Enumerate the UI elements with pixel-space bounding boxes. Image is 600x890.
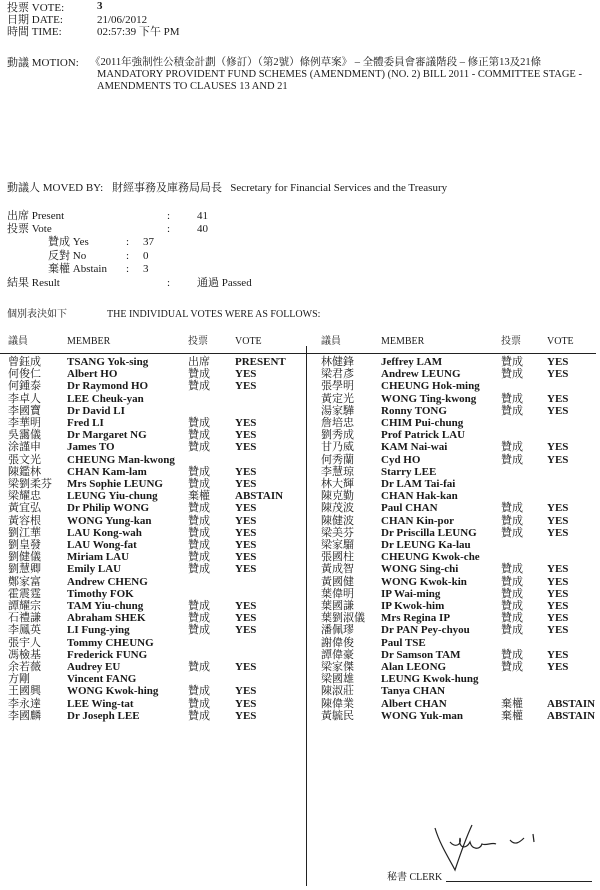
header-vote-cn: 投票 [501, 336, 521, 347]
member-name-cn: 劉秀成 [321, 429, 354, 442]
vote-cn: 贊成 [188, 709, 210, 722]
vote-cn: 贊成 [188, 502, 210, 515]
member-name: LAU Wong-fat [67, 539, 137, 551]
vote-cn: 贊成 [188, 551, 210, 564]
vote-cn: 贊成 [188, 465, 210, 478]
member-name-cn: 梁耀忠 [8, 490, 41, 503]
vote-value: PRESENT [235, 356, 286, 368]
vote-cn: 贊成 [501, 624, 523, 637]
header-member-cn: 議員 [321, 336, 341, 347]
member-name: IP Wai-ming [381, 587, 441, 600]
colon: : [167, 223, 171, 235]
member-name-cn: 梁美芬 [321, 526, 354, 539]
vote-value: YES [235, 539, 257, 551]
header-rule [0, 353, 596, 354]
vote-cn: 棄權 [501, 709, 523, 722]
member-name-cn: 陳偉業 [321, 697, 354, 710]
colon: : [126, 263, 130, 275]
member-name: Abraham SHEK [67, 612, 146, 625]
vote-value: YES [547, 356, 569, 368]
vote-value: YES [547, 502, 569, 515]
member-name-cn: 何鍾泰 [8, 380, 41, 393]
member-name: Vincent FANG [67, 673, 137, 686]
member-name: CHAN Kin-por [381, 514, 455, 527]
member-name: Alan LEONG [381, 661, 447, 673]
member-name-cn: 梁君彥 [321, 368, 354, 381]
member-name-cn: 葉劉淑儀 [321, 612, 365, 625]
vote-value: ABSTAIN [235, 490, 284, 503]
member-name-cn: 劉健儀 [8, 551, 41, 564]
vote-value: YES [235, 514, 257, 527]
header-member: MEMBER [67, 336, 111, 347]
vote-cn: 贊成 [501, 441, 523, 454]
vote-value: ABSTAIN [547, 697, 596, 710]
member-name: KAM Nai-wai [381, 441, 448, 454]
colon: : [126, 250, 130, 262]
vote-cn: 贊成 [188, 368, 210, 381]
member-name: Dr Joseph LEE [67, 709, 140, 722]
vote-value: YES [235, 600, 257, 612]
vote-cn: 贊成 [501, 368, 523, 381]
member-name: WONG Yung-kan [67, 514, 152, 527]
member-name-cn: 李永達 [8, 697, 41, 710]
vote-value: YES [547, 526, 569, 539]
member-name-cn: 林大輝 [321, 478, 354, 490]
member-name-cn: 葉國謙 [321, 600, 354, 612]
member-name: Albert CHAN [381, 697, 447, 710]
member-name: Dr Samson TAM [381, 648, 461, 661]
member-name: Mrs Sophie LEUNG [67, 478, 163, 490]
vote-value: YES [547, 648, 569, 661]
vote-cn: 贊成 [188, 441, 210, 454]
member-name: WONG Sing-chi [381, 563, 459, 576]
vote-value: YES [235, 478, 257, 490]
member-name: Timothy FOK [67, 587, 134, 600]
vote-number: 3 [97, 0, 103, 12]
header-vote: VOTE [547, 336, 574, 347]
vote-value: YES [547, 453, 569, 466]
member-name: CHEUNG Man-kwong [67, 453, 175, 466]
member-name: WONG Yuk-man [381, 709, 464, 722]
member-name-cn: 張學明 [321, 380, 354, 393]
member-name-cn: 黃容根 [8, 514, 41, 527]
member-name: Dr Philip WONG [67, 502, 150, 515]
member-name: Mrs Regina IP [381, 612, 451, 625]
member-name-cn: 梁國雄 [321, 673, 354, 686]
motion-title-en-cont: AMENDMENTS TO CLAUSES 13 AND 21 [97, 81, 288, 92]
member-name-cn: 黃定光 [321, 392, 354, 405]
member-name-cn: 黃宜弘 [8, 502, 41, 515]
member-name-cn: 霍震霆 [8, 587, 41, 600]
member-name: Dr LEUNG Ka-lau [381, 539, 471, 551]
vote-value: YES [235, 417, 257, 429]
vote-cn: 贊成 [501, 502, 523, 515]
vote-cn: 贊成 [501, 648, 523, 661]
vote-value: YES [547, 441, 569, 454]
vote-cn: 贊成 [188, 417, 210, 429]
vote-cn: 贊成 [188, 661, 210, 673]
member-name: Dr LAM Tai-fai [381, 478, 456, 490]
no-value: 0 [143, 250, 149, 262]
member-name-cn: 張國柱 [321, 551, 354, 564]
member-name-cn: 甘乃威 [321, 441, 354, 454]
member-name: Cyd HO [381, 453, 421, 466]
member-name: LEE Wing-tat [67, 697, 134, 710]
vote-value: YES [547, 368, 569, 381]
member-name-cn: 李卓人 [8, 392, 41, 405]
member-name-cn: 劉江華 [8, 526, 41, 539]
vote-cn: 贊成 [188, 539, 210, 551]
colon: : [126, 236, 130, 248]
member-name-cn: 陳克勤 [321, 490, 354, 503]
date-label: 日期 DATE: [7, 14, 63, 26]
member-name-cn: 葉偉明 [321, 587, 354, 600]
column-divider [306, 346, 307, 886]
member-name-cn: 陳淑莊 [321, 685, 354, 698]
vote-value: YES [547, 612, 569, 625]
motion-title-en: MANDATORY PROVIDENT FUND SCHEMES (AMENDMENT) (NO. 2) BILL 2011 - COMMITTEE STAGE - [97, 69, 582, 80]
member-name-cn: 曾鈺成 [8, 356, 41, 368]
member-name: TAM Yiu-chung [67, 600, 144, 612]
no-label: 反對 No [48, 250, 87, 262]
member-name: Prof Patrick LAU [381, 429, 466, 442]
signature-line [446, 881, 592, 882]
vote-cn: 贊成 [188, 429, 210, 442]
member-name-cn: 林健鋒 [321, 356, 354, 368]
member-name-cn: 黃成智 [321, 563, 354, 576]
member-name-cn: 詹培忠 [321, 417, 354, 429]
member-name: Albert HO [67, 368, 118, 381]
member-name-cn: 李國麟 [8, 709, 41, 722]
member-name: Dr David LI [67, 404, 125, 417]
header-member: MEMBER [381, 336, 425, 347]
member-name: Paul TSE [381, 636, 426, 649]
member-name: LEE Cheuk-yan [67, 392, 144, 405]
vote-cn: 贊成 [501, 587, 523, 600]
result-value: 通過 Passed [197, 277, 252, 289]
member-name-cn: 余若薇 [8, 661, 41, 673]
member-name: CHEUNG Hok-ming [381, 380, 480, 393]
vote-cn: 贊成 [188, 563, 210, 576]
member-name: Tanya CHAN [381, 685, 446, 698]
member-name: CHEUNG Kwok-che [381, 551, 480, 564]
member-name-cn: 潘佩璆 [321, 624, 354, 637]
vote-value: ABSTAIN [547, 709, 596, 722]
moved-by-label: 動議人 MOVED BY: [7, 182, 104, 194]
vote-value: YES [235, 709, 257, 722]
member-name: Tommy CHEUNG [67, 636, 154, 649]
member-name-cn: 何俊仁 [8, 368, 41, 381]
present-value: 41 [197, 210, 208, 222]
vote-count-value: 40 [197, 223, 208, 235]
present-label: 出席 Present [7, 210, 65, 222]
member-name: Emily LAU [67, 563, 122, 576]
member-name: Paul CHAN [381, 502, 438, 515]
member-name-cn: 陳茂波 [321, 502, 354, 515]
member-name-cn: 方剛 [8, 673, 30, 686]
member-name-cn: 劉皇發 [8, 539, 41, 551]
member-name-cn: 張宇人 [8, 636, 41, 649]
vote-value: YES [547, 661, 569, 673]
member-name: CHAN Kam-lam [67, 465, 147, 478]
member-name: CHAN Hak-kan [381, 490, 458, 503]
vote-value: YES [235, 685, 257, 698]
vote-cn: 贊成 [188, 612, 210, 625]
colon: : [167, 210, 171, 222]
vote-value: YES [235, 429, 257, 442]
member-name-cn: 謝偉俊 [321, 636, 354, 649]
member-name: Andrew LEUNG [381, 368, 461, 381]
vote-count-label: 投票 Vote [7, 223, 52, 235]
vote-cn: 贊成 [188, 514, 210, 527]
member-name-cn: 馮檢基 [8, 648, 41, 661]
vote-cn: 贊成 [501, 600, 523, 612]
member-name-cn: 李華明 [8, 417, 41, 429]
member-name: WONG Kwok-kin [381, 575, 467, 588]
member-name-cn: 吳靄儀 [8, 429, 41, 442]
member-name-cn: 石禮謙 [8, 612, 41, 625]
vote-cn: 贊成 [188, 697, 210, 710]
vote-cn: 贊成 [501, 526, 523, 539]
member-name-cn: 李慧琼 [321, 465, 354, 478]
vote-value: YES [235, 697, 257, 710]
member-name: Dr PAN Pey-chyou [381, 624, 470, 637]
abstain-value: 3 [143, 263, 149, 275]
member-name: LEUNG Yiu-chung [67, 490, 158, 503]
member-name-cn: 劉慧卿 [8, 563, 41, 576]
vote-value: YES [547, 624, 569, 637]
vote-value: YES [547, 575, 569, 588]
abstain-label: 棄權 Abstain [48, 263, 107, 275]
vote-cn: 贊成 [501, 514, 523, 527]
vote-cn: 贊成 [501, 453, 523, 466]
member-name-cn: 李鳳英 [8, 624, 41, 637]
vote-value: YES [235, 380, 257, 393]
member-name: James TO [67, 441, 115, 454]
member-name-cn: 王國興 [8, 685, 41, 698]
vote-cn: 贊成 [188, 380, 210, 393]
member-name-cn: 涂謹申 [8, 441, 41, 454]
member-name: Dr Priscilla LEUNG [381, 526, 477, 539]
member-name: Jeffrey LAM [381, 356, 443, 368]
clerk-signature [430, 820, 550, 880]
colon: : [167, 277, 171, 289]
vote-cn: 贊成 [501, 612, 523, 625]
vote-cn: 出席 [188, 356, 210, 368]
member-name: CHIM Pui-chung [381, 417, 464, 429]
vote-cn: 贊成 [501, 575, 523, 588]
moved-by-value: 財經事務及庫務局局長 Secretary for Financial Services and the Treasury [112, 182, 448, 194]
result-label: 結果 Result [7, 277, 60, 289]
yes-label: 贊成 Yes [48, 236, 89, 248]
vote-cn: 贊成 [501, 661, 523, 673]
member-name-cn: 何秀蘭 [321, 453, 354, 466]
vote-value: YES [547, 600, 569, 612]
member-name: Frederick FUNG [67, 648, 148, 661]
member-name: Ronny TONG [381, 404, 447, 417]
vote-value: YES [235, 526, 257, 539]
vote-cn: 贊成 [501, 563, 523, 576]
member-name-cn: 李國寶 [8, 404, 41, 417]
vote-cn: 棄權 [188, 490, 210, 503]
motion-title-cn: 《2011年強制性公積金計劃（修訂）（第2號）條例草案》 – 全體委員會審議階段 – 修正第13及21條 [90, 57, 542, 68]
clerk-label: 秘書 CLERK [387, 872, 443, 883]
vote-label: 投票 VOTE: [7, 2, 65, 14]
member-name: Miriam LAU [67, 551, 130, 564]
member-name: WONG Kwok-hing [67, 685, 159, 698]
vote-cn: 贊成 [501, 392, 523, 405]
individual-votes-title-en: THE INDIVIDUAL VOTES WERE AS FOLLOWS: [107, 309, 321, 320]
member-name: Starry LEE [381, 465, 437, 478]
vote-value: YES [235, 563, 257, 576]
vote-value: YES [235, 465, 257, 478]
vote-value: YES [235, 502, 257, 515]
member-name: LEUNG Kwok-hung [381, 673, 479, 686]
member-name-cn: 黃國健 [321, 575, 354, 588]
member-name-cn: 鄭家富 [8, 575, 41, 588]
member-name: Dr Raymond HO [67, 380, 149, 393]
member-name-cn: 譚耀宗 [8, 600, 41, 612]
vote-value: YES [547, 563, 569, 576]
vote-value: YES [235, 624, 257, 637]
vote-value: YES [547, 404, 569, 417]
member-name-cn: 梁家傑 [321, 661, 354, 673]
header-member-cn: 議員 [8, 336, 28, 347]
member-name: LI Fung-ying [67, 624, 130, 637]
member-name-cn: 黃毓民 [321, 709, 354, 722]
vote-cn: 棄權 [501, 697, 523, 710]
member-name-cn: 梁劉柔芬 [8, 478, 52, 490]
member-name: TSANG Yok-sing [67, 356, 149, 368]
member-name: Dr Margaret NG [67, 429, 147, 442]
header-vote-cn: 投票 [188, 336, 208, 347]
member-name: Andrew CHENG [67, 575, 148, 588]
member-name-cn: 譚偉豪 [321, 648, 354, 661]
vote-value: YES [235, 661, 257, 673]
member-name: WONG Ting-kwong [381, 392, 477, 405]
yes-value: 37 [143, 236, 154, 248]
member-name: Fred LI [67, 417, 104, 429]
vote-cn: 贊成 [501, 356, 523, 368]
time-label: 時間 TIME: [7, 26, 62, 38]
motion-label: 動議 MOTION: [7, 57, 79, 69]
vote-cn: 贊成 [501, 404, 523, 417]
vote-value: YES [547, 514, 569, 527]
time-value: 02:57:39 下午 PM [97, 26, 180, 38]
vote-cn: 贊成 [188, 685, 210, 698]
vote-value: YES [235, 551, 257, 564]
vote-cn: 贊成 [188, 478, 210, 490]
vote-value: YES [547, 392, 569, 405]
vote-value: YES [235, 441, 257, 454]
individual-votes-title-cn: 個別表決如下 [7, 309, 67, 320]
vote-value: YES [235, 368, 257, 381]
vote-value: YES [235, 612, 257, 625]
member-name: IP Kwok-him [381, 600, 445, 612]
member-name-cn: 湯家驊 [321, 404, 354, 417]
header-vote: VOTE [235, 336, 262, 347]
member-name-cn: 陳健波 [321, 514, 354, 527]
member-name: LAU Kong-wah [67, 526, 142, 539]
member-name-cn: 陳鑑林 [8, 465, 41, 478]
date-value: 21/06/2012 [97, 14, 148, 26]
member-name: Audrey EU [67, 661, 121, 673]
vote-cn: 贊成 [188, 624, 210, 637]
vote-cn: 贊成 [188, 526, 210, 539]
member-name-cn: 梁家騮 [321, 539, 354, 551]
member-name-cn: 張文光 [8, 453, 41, 466]
vote-value: YES [547, 587, 569, 600]
vote-cn: 贊成 [188, 600, 210, 612]
